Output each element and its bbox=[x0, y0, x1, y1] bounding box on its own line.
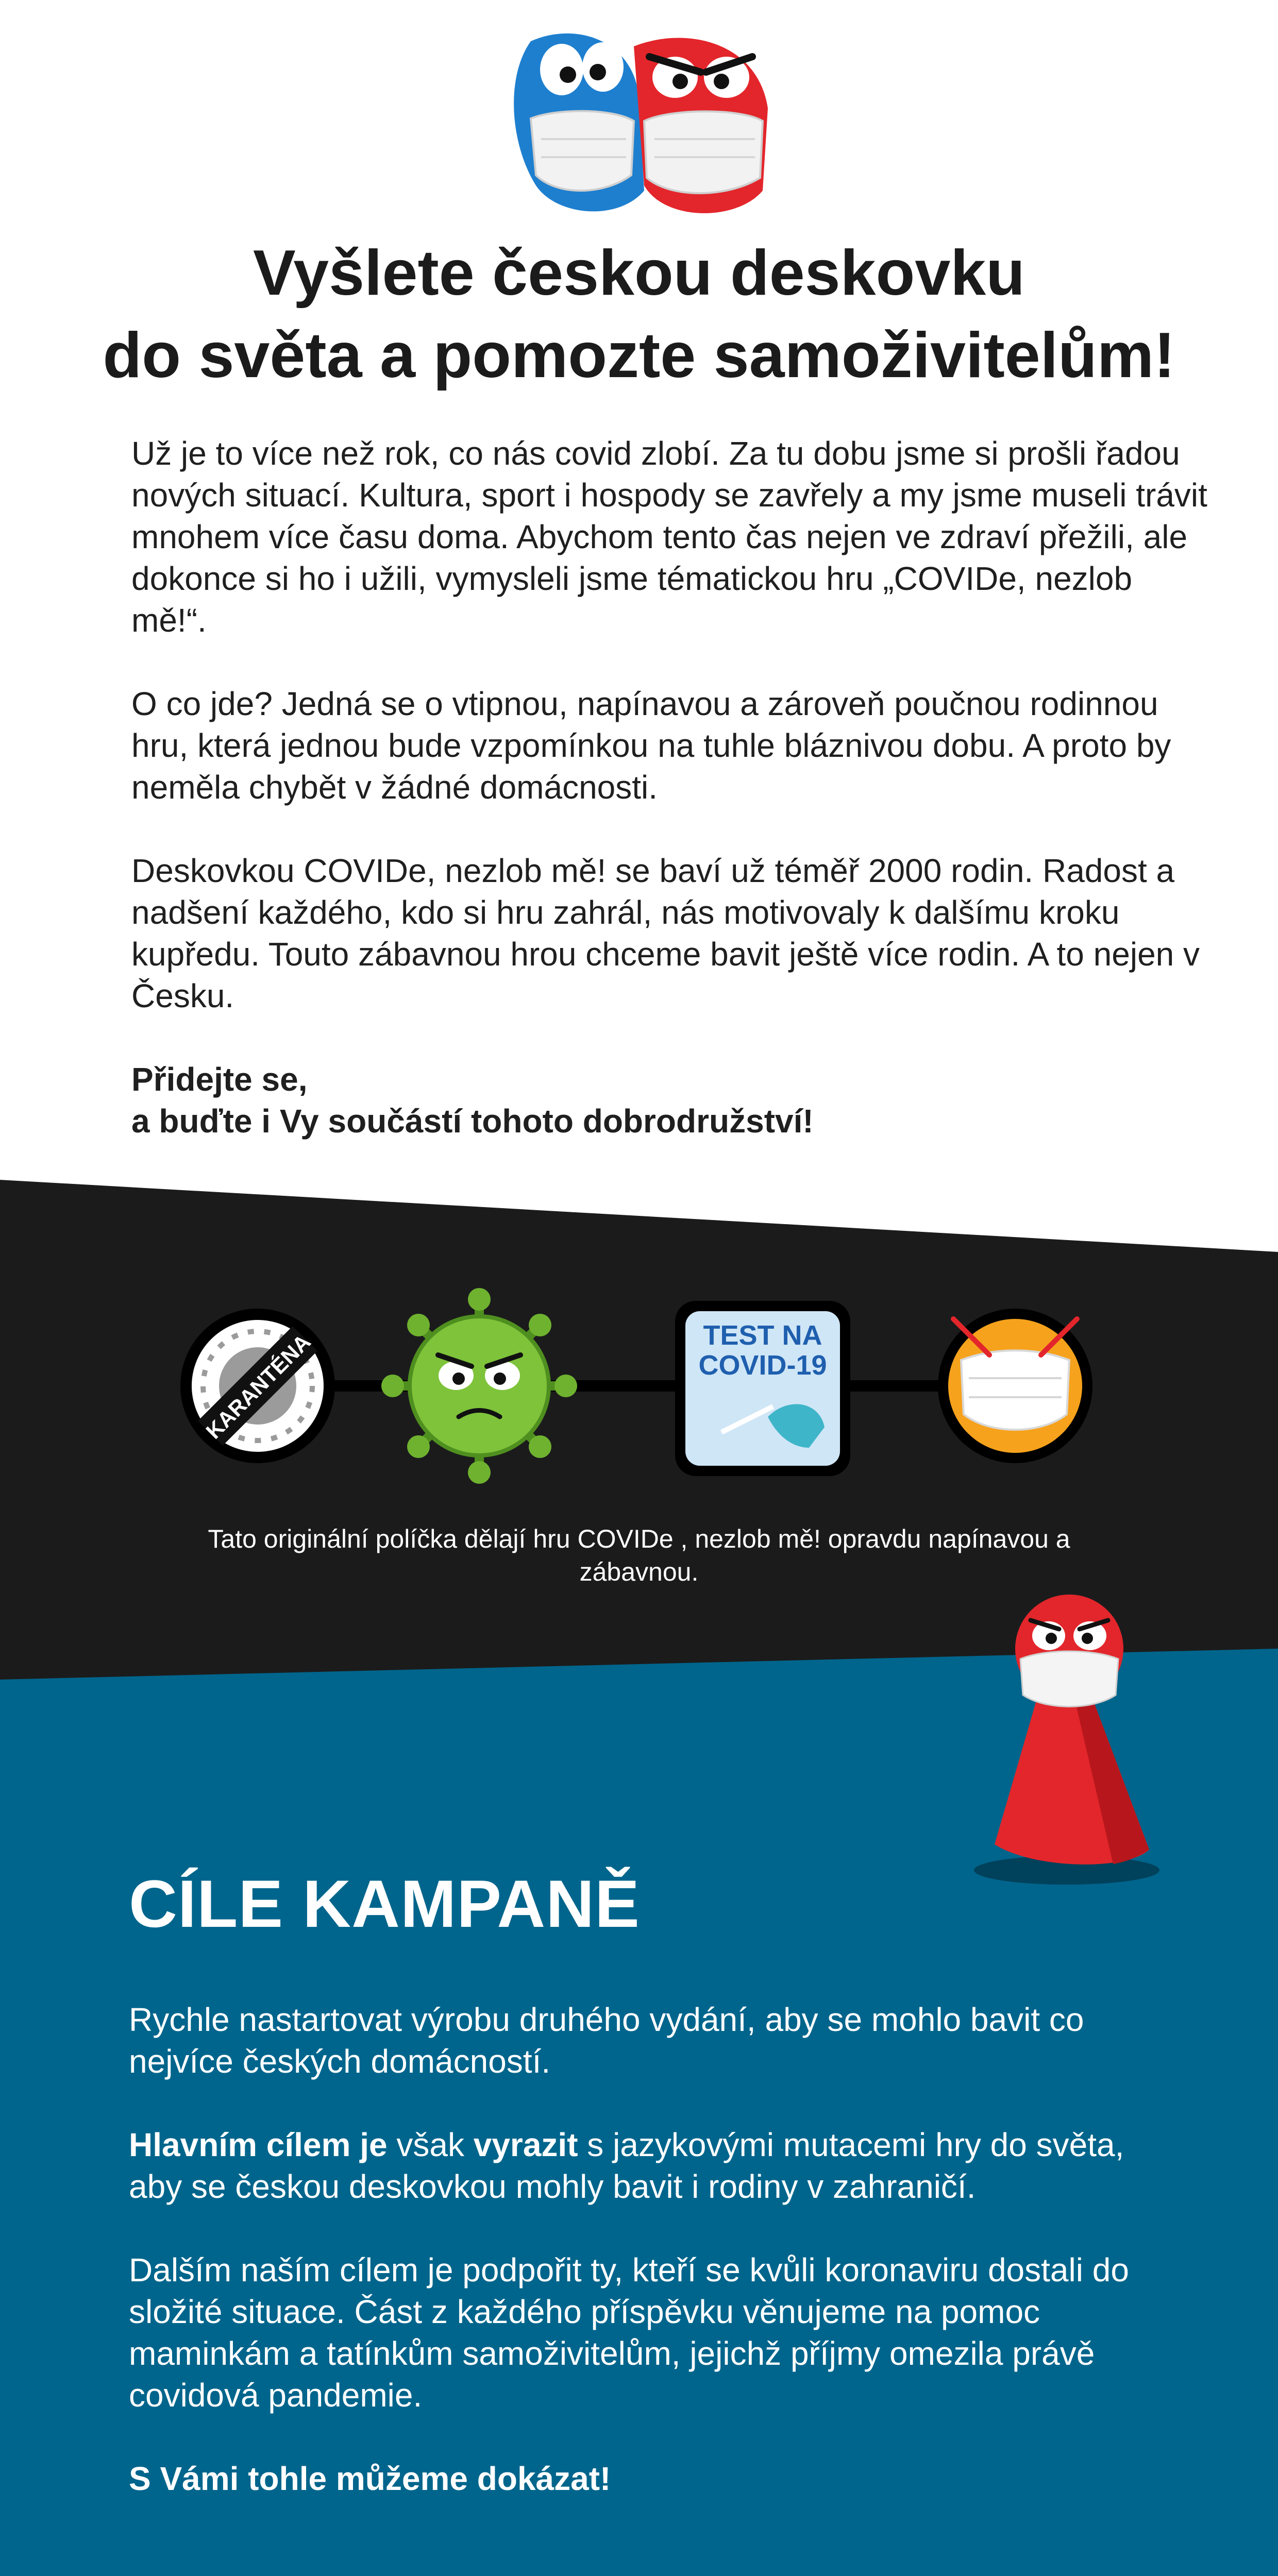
goals-closing bbox=[129, 2458, 1185, 2500]
goals-text bbox=[129, 1999, 1185, 2541]
goals-go-bold: vyrazit bbox=[473, 2126, 578, 2163]
mascots-icon bbox=[500, 21, 778, 227]
goals-paragraph-2 bbox=[129, 2124, 1185, 2208]
game-pawn-icon bbox=[959, 1582, 1175, 1901]
cta-line-1: Přidejte se, bbox=[131, 1061, 308, 1098]
quarantine-icon bbox=[180, 1309, 335, 1463]
goals-paragraph-1: Rychle nastartovat výrobu druhého vydání, aby se mohlo bavit co nejvíce českých domácností. bbox=[129, 2001, 1084, 2080]
quarantine-label: KARANTÉNA bbox=[201, 1329, 315, 1444]
intro-text bbox=[131, 433, 1214, 1142]
test-label-line-1: TEST NA bbox=[703, 1320, 822, 1351]
special-tiles bbox=[170, 1278, 1108, 1494]
intro-paragraph-2: O co jde? Jedná se o vtipnou, napínavou a zároveň poučnou rodinnou hru, která jednou bude vzpomínkou na tuhle bláznivou dobu. A proto by neměla chybět v žádné domácnosti. bbox=[131, 685, 1171, 806]
page-title bbox=[0, 232, 1278, 397]
intro-paragraph-1: Už je to více než rok, co nás covid zlobí. Za tu dobu jsme si prošli řadou nových situací. Kultura, sport i hospody se zavřely a my jsme museli trávit mnohem více času doma. Abychom tento čas nejen ve zdraví přežili, ale dokonce si ho i užili, vymysleli jsme tématickou hru „COVIDe, nezlob mě!“. bbox=[131, 435, 1207, 639]
virus-icon bbox=[381, 1288, 577, 1484]
intro-paragraph-3: Deskovkou COVIDe, nezlob mě! se baví už téměř 2000 rodin. Radost a nadšení každého, kdo si hru zahrál, nás motivovaly k dalšímu kroku kupředu. Touto zábavnou hrou chceme bavit ještě více rodin. A to nejen v Česku. bbox=[131, 852, 1200, 1014]
intro-call-to-action bbox=[131, 1059, 1214, 1142]
headline-line-2: do světa a pomozte samoživitelům! bbox=[103, 320, 1175, 391]
goals-main-goal-bold: Hlavním cílem je bbox=[129, 2126, 388, 2163]
covid-test-icon bbox=[675, 1301, 850, 1476]
headline-line-1: Vyšlete českou deskovku bbox=[253, 238, 1025, 309]
goals-paragraph-3: Dalším naším cílem je podpořit ty, kteří se kvůli koronaviru dostali do složité situace. Část z každého příspěvku věnujeme na pomoc maminkám a tatínkům samoživitelům, jejichž příjmy omezila právě covidová pandemie. bbox=[129, 2251, 1129, 2414]
tiles-caption: Tato originální políčka dělají hru COVIDe , nezlob mě! opravdu napínavou a zábavnou. bbox=[208, 1524, 1070, 1586]
goals-closing-bold: S Vámi tohle můžeme dokázat! bbox=[129, 2460, 611, 2497]
goals-p2-rest: s jazykovými mutacemi hry do světa, aby se českou deskovkou mohly bavit i rodiny v zahraničí. bbox=[129, 2126, 1124, 2205]
face-mask-icon bbox=[938, 1309, 1092, 1463]
goals-title: CÍLE KAMPANĚ bbox=[129, 1866, 640, 1941]
goals-p2-mid: však bbox=[387, 2126, 474, 2163]
test-label-line-2: COVID-19 bbox=[698, 1350, 827, 1381]
cta-line-2: a buďte i Vy součástí tohoto dobrodružství! bbox=[131, 1103, 814, 1140]
